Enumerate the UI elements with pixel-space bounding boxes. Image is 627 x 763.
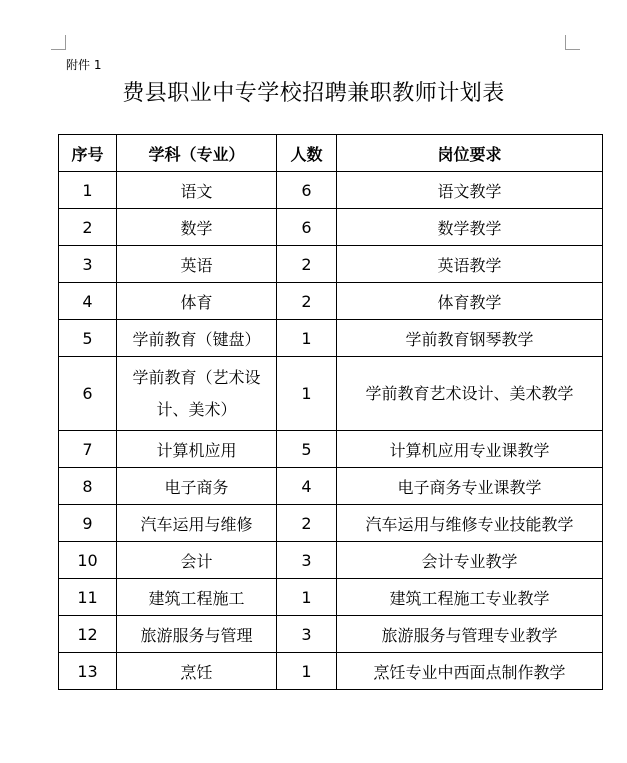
row-subject: 汽车运用与维修 bbox=[117, 505, 277, 542]
row-subject: 烹饪 bbox=[117, 653, 277, 690]
table-header-row bbox=[59, 135, 603, 172]
row-requirement: 体育教学 bbox=[337, 283, 603, 320]
row-no: 3 bbox=[59, 246, 117, 283]
row-subject: 体育 bbox=[117, 283, 277, 320]
table-row bbox=[59, 283, 603, 320]
row-requirement: 旅游服务与管理专业教学 bbox=[337, 616, 603, 653]
table-row bbox=[59, 320, 603, 357]
row-count: 2 bbox=[277, 246, 337, 283]
row-subject: 数学 bbox=[117, 209, 277, 246]
row-subject: 学前教育（键盘） bbox=[117, 320, 277, 357]
row-no: 9 bbox=[59, 505, 117, 542]
header-subject: 学科（专业） bbox=[117, 135, 277, 172]
row-subject: 语文 bbox=[117, 172, 277, 209]
row-count: 1 bbox=[277, 653, 337, 690]
row-requirement: 会计专业教学 bbox=[337, 542, 603, 579]
row-requirement: 烹饪专业中西面点制作教学 bbox=[337, 653, 603, 690]
row-no: 1 bbox=[59, 172, 117, 209]
table-row bbox=[59, 542, 603, 579]
row-requirement: 汽车运用与维修专业技能教学 bbox=[337, 505, 603, 542]
table-row bbox=[59, 653, 603, 690]
row-count: 1 bbox=[277, 357, 337, 431]
row-count: 3 bbox=[277, 542, 337, 579]
row-requirement: 英语教学 bbox=[337, 246, 603, 283]
row-no: 6 bbox=[59, 357, 117, 431]
row-requirement: 学前教育艺术设计、美术教学 bbox=[337, 357, 603, 431]
header-requirement: 岗位要求 bbox=[337, 135, 603, 172]
row-subject: 学前教育（艺术设计、美术） bbox=[117, 357, 277, 431]
header-no: 序号 bbox=[59, 135, 117, 172]
row-subject: 英语 bbox=[117, 246, 277, 283]
row-count: 2 bbox=[277, 283, 337, 320]
table-row bbox=[59, 172, 603, 209]
table-row bbox=[59, 579, 603, 616]
row-subject: 建筑工程施工 bbox=[117, 579, 277, 616]
row-no: 4 bbox=[59, 283, 117, 320]
row-no: 13 bbox=[59, 653, 117, 690]
recruitment-plan-table bbox=[58, 134, 603, 690]
row-count: 1 bbox=[277, 320, 337, 357]
header-count: 人数 bbox=[277, 135, 337, 172]
row-requirement: 学前教育钢琴教学 bbox=[337, 320, 603, 357]
row-requirement: 数学教学 bbox=[337, 209, 603, 246]
row-count: 2 bbox=[277, 505, 337, 542]
row-requirement: 计算机应用专业课教学 bbox=[337, 431, 603, 468]
row-no: 8 bbox=[59, 468, 117, 505]
row-requirement: 建筑工程施工专业教学 bbox=[337, 579, 603, 616]
page-corner-mark-top-left bbox=[51, 35, 66, 50]
table-row bbox=[59, 246, 603, 283]
row-subject: 旅游服务与管理 bbox=[117, 616, 277, 653]
attachment-label: 附件 1 bbox=[66, 58, 102, 72]
row-subject: 计算机应用 bbox=[117, 431, 277, 468]
row-no: 2 bbox=[59, 209, 117, 246]
row-count: 6 bbox=[277, 172, 337, 209]
row-subject: 电子商务 bbox=[117, 468, 277, 505]
row-no: 5 bbox=[59, 320, 117, 357]
table-row bbox=[59, 468, 603, 505]
row-requirement: 电子商务专业课教学 bbox=[337, 468, 603, 505]
row-count: 3 bbox=[277, 616, 337, 653]
table-row bbox=[59, 357, 603, 431]
row-no: 11 bbox=[59, 579, 117, 616]
page-corner-mark-top-right bbox=[565, 35, 580, 50]
table-row bbox=[59, 209, 603, 246]
row-count: 5 bbox=[277, 431, 337, 468]
row-count: 6 bbox=[277, 209, 337, 246]
row-no: 10 bbox=[59, 542, 117, 579]
table-row bbox=[59, 616, 603, 653]
table-row bbox=[59, 431, 603, 468]
row-count: 4 bbox=[277, 468, 337, 505]
document-title: 费县职业中专学校招聘兼职教师计划表 bbox=[122, 81, 505, 106]
row-count: 1 bbox=[277, 579, 337, 616]
row-no: 12 bbox=[59, 616, 117, 653]
row-no: 7 bbox=[59, 431, 117, 468]
row-requirement: 语文教学 bbox=[337, 172, 603, 209]
table-row bbox=[59, 505, 603, 542]
row-subject: 会计 bbox=[117, 542, 277, 579]
